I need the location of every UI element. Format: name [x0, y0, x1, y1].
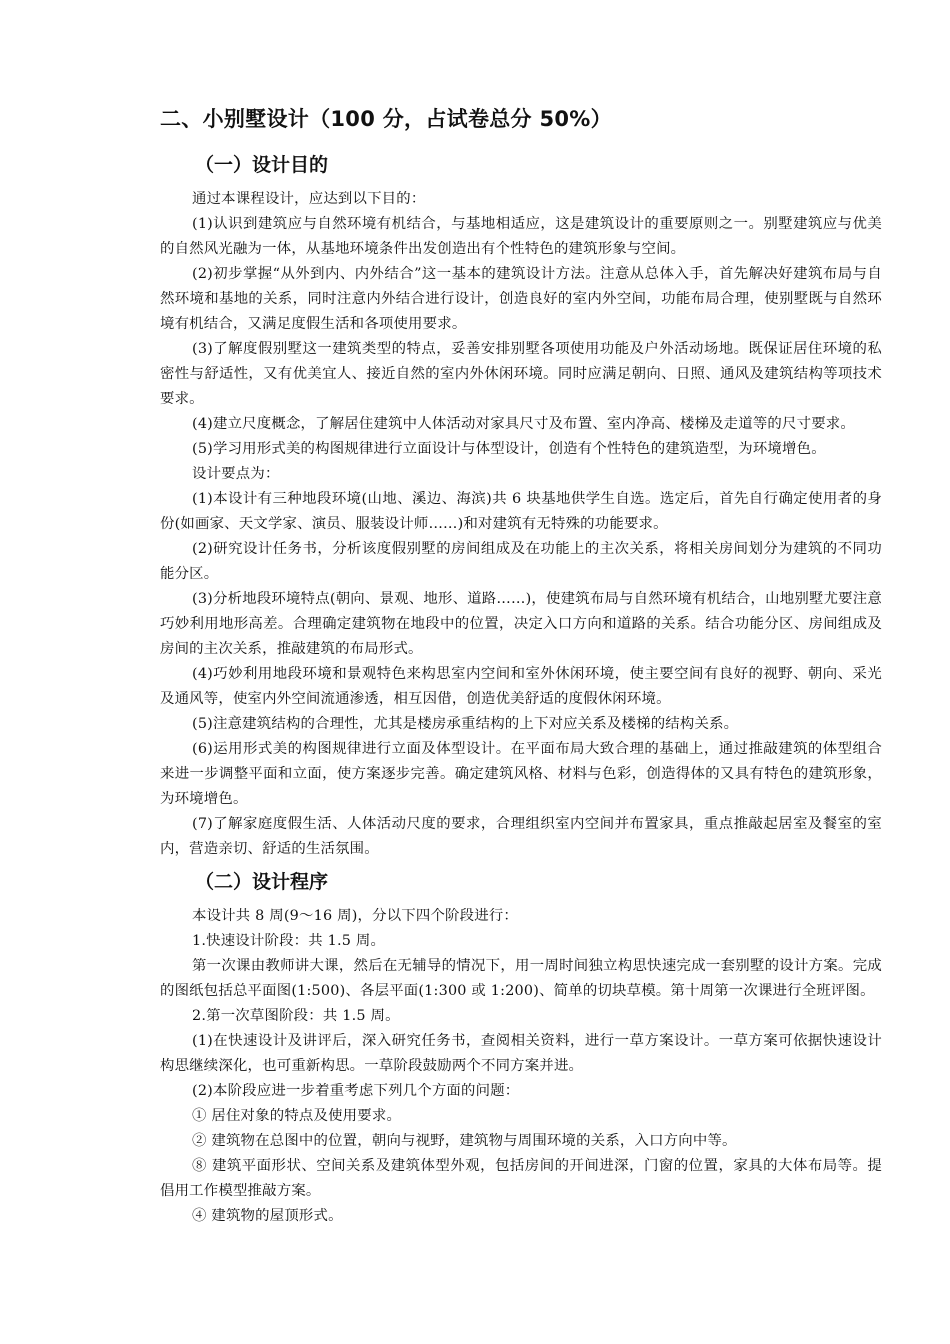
paragraph: 2.第一次草图阶段：共 1.5 周。 — [192, 1008, 400, 1024]
section-heading-purpose: （一）设计目的 — [195, 154, 329, 176]
paragraph: (4)巧妙利用地段环境和景观特色来构思室内空间和室外休闲环境，使主要空间有良好的视野、朝向、采光及通风等，使室内外空间流通渗透，相互因借，创造优美舒适的度假休闲环境。 — [160, 666, 882, 707]
paragraph: (5)学习用形式美的构图规律进行立面设计与体型设计，创造有个性特色的建筑造型，为环境增色。 — [192, 441, 826, 457]
paragraph: ⑧ 建筑平面形状、空间关系及建筑体型外观，包括房间的开间进深，门窗的位置，家具的大体布局等。提倡用工作模型推敲方案。 — [160, 1158, 882, 1199]
paragraph: ④ 建筑物的屋顶形式。 — [192, 1208, 343, 1224]
paragraph: (3)分析地段环境特点(朝向、景观、地形、道路……)，使建筑布局与自然环境有机结合，山地别墅尤要注意巧妙利用地形高差。合理确定建筑物在地段中的位置，决定入口方向和道路的关系。结合功能分区、房间组成及房间的主次关系，推敲建筑的布局形式。 — [160, 591, 882, 657]
section-purpose-body — [160, 187, 882, 862]
section-heading-procedure: （二）设计程序 — [195, 871, 329, 893]
paragraph: 设计要点为： — [192, 466, 280, 482]
paragraph: (6)运用形式美的构图规律进行立面及体型设计。在平面布局大致合理的基础上，通过推敲建筑的体型组合来进一步调整平面和立面，使方案逐步完善。确定建筑风格、材料与色彩，创造得体的又具有特色的建筑形象，为环境增色。 — [160, 741, 882, 807]
paragraph: ② 建筑物在总图中的位置，朝向与视野，建筑物与周围环境的关系，入口方向中等。 — [192, 1133, 737, 1149]
section-procedure-body — [160, 904, 882, 1229]
paragraph: (2)初步掌握“从外到内、内外结合”这一基本的建筑设计方法。注意从总体入手，首先解决好建筑布局与自然环境和基地的关系，同时注意内外结合进行设计，创造良好的室内外空间，功能布局合理，使别墅既与自然环境有机结合，又满足度假生活和各项使用要求。 — [160, 266, 882, 332]
paragraph: ① 居住对象的特点及使用要求。 — [192, 1108, 402, 1124]
paragraph: (5)注意建筑结构的合理性，尤其是楼房承重结构的上下对应关系及楼梯的结构关系。 — [192, 716, 739, 732]
paragraph: 本设计共 8 周(9～16 周)，分以下四个阶段进行： — [192, 908, 519, 924]
document-body — [160, 104, 882, 1229]
paragraph: (1)认识到建筑应与自然环境有机结合，与基地相适应，这是建筑设计的重要原则之一。别墅建筑应与优美的自然风光融为一体，从基地环境条件出发创造出有个性特色的建筑形象与空间。 — [160, 216, 882, 257]
paragraph: (1)本设计有三种地段环境(山地、溪边、海滨)共 6 块基地供学生自选。选定后，首先自行确定使用者的身份(如画家、天文学家、演员、服装设计师……)和对建筑有无特殊的功能要求。 — [160, 491, 882, 532]
paragraph: (2)研究设计任务书，分析该度假别墅的房间组成及在功能上的主次关系，将相关房间划分为建筑的不同功能分区。 — [160, 541, 882, 582]
paragraph: (4)建立尺度概念，了解居住建筑中人体活动对家具尺寸及布置、室内净高、楼梯及走道等的尺寸要求。 — [192, 416, 855, 432]
paragraph: 第一次课由教师讲大课，然后在无辅导的情况下，用一周时间独立构思快速完成一套别墅的设计方案。完成的图纸包括总平面图(1:500)、各层平面(1:300 或 1:200)、简单的切块草模。第十周第一次课进行全班评图。 — [160, 958, 882, 999]
paragraph: 1.快速设计阶段：共 1.5 周。 — [192, 933, 386, 949]
main-heading: 二、小别墅设计（100 分，占试卷总分 50%） — [160, 107, 612, 131]
paragraph: (7)了解家庭度假生活、人体活动尺度的要求，合理组织室内空间并布置家具，重点推敲起居室及餐室的室内，营造亲切、舒适的生活氛围。 — [160, 816, 882, 857]
paragraph: (2)本阶段应进一步着重考虑下列几个方面的问题： — [192, 1083, 520, 1099]
paragraph: 通过本课程设计，应达到以下目的： — [192, 191, 426, 207]
paragraph: (1)在快速设计及讲评后，深入研究任务书，查阅相关资料，进行一草方案设计。一草方案可依据快速设计构思继续深化，也可重新构思。一草阶段鼓励两个不同方案并进。 — [160, 1033, 882, 1074]
paragraph: (3)了解度假别墅这一建筑类型的特点，妥善安排别墅各项使用功能及户外活动场地。既保证居住环境的私密性与舒适性，又有优美宜人、接近自然的室内外休闲环境。同时应满足朝向、日照、通风及建筑结构等项技术要求。 — [160, 341, 882, 407]
